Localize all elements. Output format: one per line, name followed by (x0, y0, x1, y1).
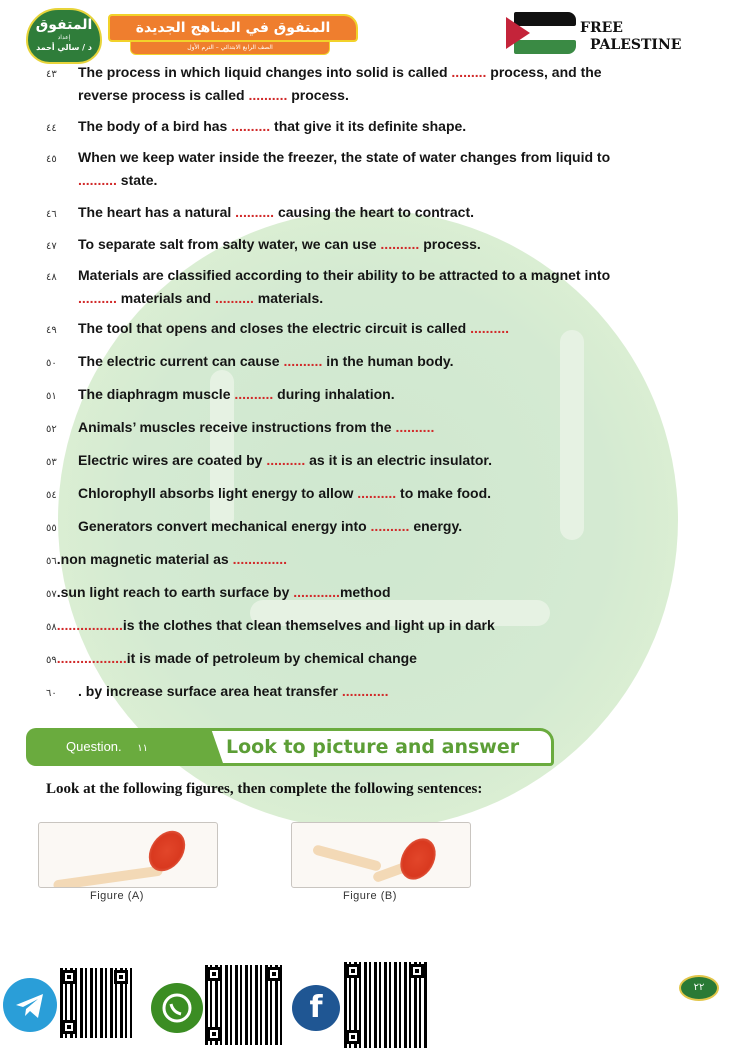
figure-b-image (291, 822, 471, 888)
question-number: ٥٣ (46, 457, 57, 468)
question-text: process. (287, 87, 349, 103)
question-item (46, 648, 718, 671)
question-text: state. (116, 172, 158, 188)
question-item (46, 202, 718, 225)
question-text: . by increase surface area heat transfer (78, 683, 342, 699)
question-number: ٥٦ (46, 556, 57, 567)
question-text: Chlorophyll absorbs light energy to allow (78, 485, 358, 501)
question-text: The body of a bird has (78, 118, 232, 134)
question-text: process, and the (486, 64, 602, 80)
question-text: that give it its definite shape. (270, 118, 467, 134)
question-number: ٤٩ (46, 325, 57, 336)
facebook-icon[interactable]: f (292, 985, 340, 1031)
palestine-flag-icon (506, 12, 576, 54)
question-item (46, 116, 718, 139)
answer-blank[interactable]: .......... (470, 320, 510, 336)
question-text: reverse process is called (78, 87, 249, 103)
muscle-shape (393, 832, 443, 886)
free-palestine-line1: FREE (580, 20, 623, 36)
page-subtitle: الصف الرابع الابتدائي – الترم الأول (130, 42, 330, 55)
question-text: Materials are classified according to their ability to be attracted to a magnet into (78, 267, 611, 283)
question-text: materials. (253, 290, 324, 306)
question-text: as it is an electric insulator. (305, 452, 492, 468)
question-text: to make food. (396, 485, 492, 501)
question-number: ٤٣ (46, 69, 57, 80)
question-number: ١١ (137, 743, 149, 754)
question-item (46, 234, 718, 257)
free-palestine-line2: PALESTINE (590, 37, 682, 53)
question-item (46, 147, 718, 190)
question-text: in the human body. (322, 353, 454, 369)
question-text: The electric current can cause (78, 353, 284, 369)
question-number: ٥٠ (46, 358, 57, 369)
brand-logo (26, 8, 102, 64)
question-text: Generators convert mechanical energy into (78, 518, 371, 534)
question-number: ٥٥ (46, 523, 57, 534)
question-continuation (46, 85, 718, 105)
question-text: To separate salt from salty water, we can use (78, 236, 381, 252)
question-text: Animals’ muscles receive instructions from the (78, 419, 396, 435)
figure-a-image (38, 822, 218, 888)
logo-name: المتفوق (35, 17, 93, 33)
answer-blank[interactable]: .......... (283, 353, 323, 369)
question-number: ٤٥ (46, 154, 57, 165)
answer-blank[interactable]: .......... (78, 172, 117, 188)
telegram-qr-code[interactable] (60, 968, 132, 1038)
question-item (46, 265, 718, 308)
question-item (46, 681, 718, 704)
question-text: Electric wires are coated by (78, 452, 267, 468)
forearm-shape (312, 844, 382, 872)
question-text: .non magnetic material as (56, 551, 233, 567)
question-item (46, 615, 718, 638)
logo-author: د / سالي أحمد (36, 43, 92, 52)
whatsapp-icon[interactable] (151, 983, 203, 1033)
question-number: ٥٧ (46, 589, 57, 600)
instruction-text: Look at the following figures, then complete the following sentences: (46, 781, 483, 797)
forearm-shape (53, 865, 163, 888)
question-item (46, 417, 718, 440)
question-label: Question. (66, 739, 122, 754)
question-text: energy. (409, 518, 463, 534)
facebook-qr-code[interactable] (344, 962, 428, 1048)
answer-blank[interactable]: .......... (214, 290, 254, 306)
question-text: The tool that opens and closes the electric circuit is called (78, 320, 471, 336)
answer-blank[interactable]: .......... (248, 87, 288, 103)
question-item (46, 318, 718, 341)
question-item (46, 516, 718, 539)
answer-blank[interactable]: .................. (56, 650, 127, 666)
answer-blank[interactable]: .......... (234, 386, 274, 402)
question-number: ٤٤ (46, 123, 57, 134)
page-number: ٢٢ (679, 975, 719, 1001)
question-item (46, 450, 718, 473)
answer-blank[interactable]: ............ (293, 584, 340, 600)
question-text: is the clothes that clean themselves and light up in dark (122, 617, 495, 633)
question-continuation (46, 288, 718, 308)
question-text: method (339, 584, 391, 600)
figure-b-label: Figure (B) (343, 890, 397, 902)
answer-blank[interactable]: .......... (357, 485, 397, 501)
answer-blank[interactable]: .......... (370, 518, 410, 534)
question-text: causing the heart to contract. (274, 204, 475, 220)
question-item (46, 62, 718, 105)
question-number: ٦٠ (46, 688, 57, 699)
question-number: ٤٦ (46, 209, 57, 220)
answer-blank[interactable]: .......... (231, 118, 271, 134)
logo-prepared-by: إعداد (57, 35, 71, 41)
question-text: materials and (116, 290, 215, 306)
answer-blank[interactable]: .......... (235, 204, 275, 220)
question-text: it is made of petroleum by chemical change (126, 650, 417, 666)
whatsapp-qr-code[interactable] (205, 965, 285, 1045)
answer-blank[interactable]: .......... (78, 290, 117, 306)
question-number: ٥١ (46, 391, 57, 402)
question-heading: Look to picture and answer (226, 736, 520, 758)
question-number: ٤٧ (46, 241, 57, 252)
question-text: The process in which liquid changes into solid is called (78, 64, 452, 80)
question-number: ٥٩ (46, 655, 57, 666)
question-text: When we keep water inside the freezer, the state of water changes from liquid to (78, 149, 611, 165)
question-number: ٥٨ (46, 622, 57, 633)
answer-blank[interactable]: .............. (232, 551, 288, 567)
question-item (46, 351, 718, 374)
telegram-icon[interactable] (3, 978, 57, 1032)
question-number: ٥٤ (46, 490, 57, 501)
question-item (46, 384, 718, 407)
answer-blank[interactable]: ................. (56, 617, 123, 633)
question-item (46, 582, 718, 605)
question-continuation (46, 170, 718, 190)
answer-blank[interactable]: .......... (266, 452, 306, 468)
question-number: ٥٢ (46, 424, 57, 435)
free-palestine-text (580, 20, 681, 54)
question-text: during inhalation. (273, 386, 395, 402)
question-item (46, 549, 718, 572)
answer-blank[interactable]: ......... (451, 64, 487, 80)
answer-blank[interactable]: ............ (341, 683, 389, 699)
question-section-header (26, 728, 554, 766)
question-number: ٤٨ (46, 272, 57, 283)
page-title: المتفوق في المناهج الجديدة (108, 14, 358, 42)
question-item (46, 483, 718, 506)
question-text: process. (419, 236, 481, 252)
figure-a-label: Figure (A) (90, 890, 144, 902)
question-text: The heart has a natural (78, 204, 236, 220)
answer-blank[interactable]: .......... (395, 419, 435, 435)
question-text: The diaphragm muscle (78, 386, 235, 402)
question-label-box (26, 728, 206, 766)
question-text: .sun light reach to earth surface by (56, 584, 294, 600)
answer-blank[interactable]: .......... (380, 236, 420, 252)
